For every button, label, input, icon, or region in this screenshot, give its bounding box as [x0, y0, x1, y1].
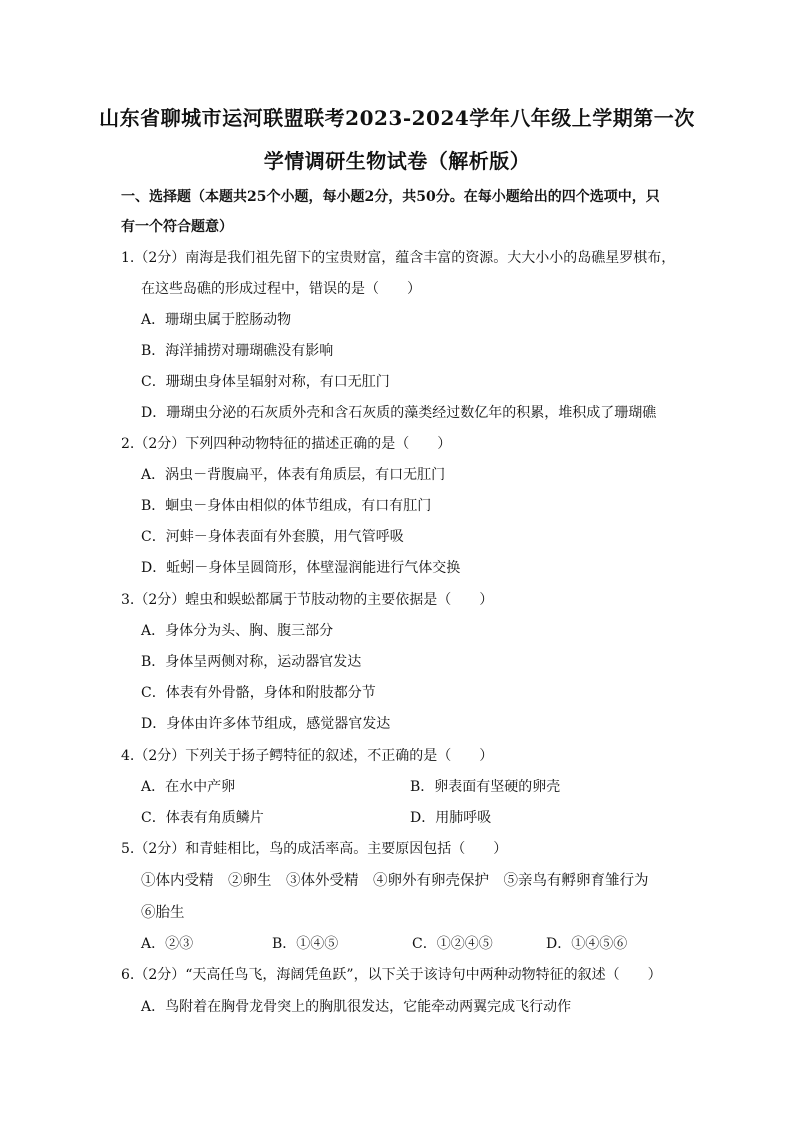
section-heading: [121, 182, 681, 242]
question-5-option-a: A．②③: [141, 936, 194, 952]
question-3-option-b: B．身体呈两侧对称，运动器官发达: [141, 654, 362, 670]
question-1-option-a: A．珊瑚虫属于腔肠动物: [141, 312, 292, 328]
question-5-option-c: C．①②④⑤: [412, 936, 493, 952]
question-1-option-d: D．珊瑚虫分泌的石灰质外壳和含石灰质的藻类经过数亿年的积累，堆积成了珊瑚礁: [141, 405, 657, 421]
question-3-option-d: D．身体由许多体节组成，感觉器官发达: [141, 716, 391, 732]
question-4-stem: 4.（2分）下列关于扬子鳄特征的叙述，不正确的是（ ）: [121, 748, 494, 764]
question-5-option-d: D．①④⑤⑥: [546, 936, 628, 952]
question-1-stem: 1.（2分）南海是我们祖先留下的宝贵财富，蕴含丰富的资源。大大小小的岛礁星罗棋布，: [121, 250, 676, 266]
question-3-option-c: C．体表有外骨骼，身体和附肢都分节: [141, 685, 376, 701]
question-3-option-a: A．身体分为头、胸、腹三部分: [141, 623, 334, 639]
question-2-stem: 2.（2分）下列四种动物特征的描述正确的是（ ）: [121, 436, 452, 452]
question-2-option-b: B．蛔虫－身体由相似的体节组成，有口有肛门: [141, 498, 432, 514]
section-heading-line-2: 有一个符合题意）: [121, 219, 233, 235]
question-6-stem: 6.（2分）“天高任鸟飞，海阔凭鱼跃”，以下关于该诗句中两种动物特征的叙述（ ）: [121, 967, 662, 983]
question-4-option-c: C．体表有角质鳞片: [141, 810, 264, 826]
question-1-option-c: C．珊瑚虫身体呈辐射对称，有口无肛门: [141, 374, 390, 390]
question-2-option-d: D．蚯蚓－身体呈圆筒形，体壁湿润能进行气体交换: [141, 560, 461, 576]
exam-title-line-1: 山东省聊城市运河联盟联考2023-2024学年八年级上学期第一次: [99, 106, 695, 130]
question-6-option-a: A．鸟附着在胸骨龙骨突上的胸肌很发达，它能牵动两翼完成飞行动作: [141, 999, 572, 1015]
question-5-choices: ①体内受精 ②卵生 ③体外受精 ④卵外有卵壳保护 ⑤亲鸟有孵卵育雏行为: [141, 873, 649, 889]
question-1-stem-cont: 在这些岛礁的形成过程中，错误的是（ ）: [141, 281, 421, 297]
question-2-option-c: C．河蚌－身体表面有外套膜，用气管呼吸: [141, 529, 404, 545]
section-heading-line-1: 一、选择题（本题共25个小题，每小题2分，共50分。在每小题给出的四个选项中，只: [121, 189, 660, 205]
question-4-option-a: A．在水中产卵: [141, 779, 236, 795]
question-4-option-d: D．用肺呼吸: [410, 810, 492, 826]
question-3-stem: 3.（2分）蝗虫和蜈蚣都属于节肢动物的主要依据是（ ）: [121, 592, 494, 608]
exam-title-line-2: 学情调研生物试卷（解析版）: [263, 149, 531, 173]
question-4-option-b: B．卵表面有坚硬的卵壳: [410, 779, 561, 795]
question-5-choices-cont: ⑥胎生: [141, 905, 185, 921]
question-2-option-a: A．涡虫－背腹扁平，体表有角质层，有口无肛门: [141, 467, 446, 483]
question-5-stem: 5.（2分）和青蛙相比，鸟的成活率高。主要原因包括（ ）: [121, 841, 508, 857]
question-5-option-b: B．①④⑤: [272, 936, 339, 952]
question-1-option-b: B．海洋捕捞对珊瑚礁没有影响: [141, 343, 334, 359]
